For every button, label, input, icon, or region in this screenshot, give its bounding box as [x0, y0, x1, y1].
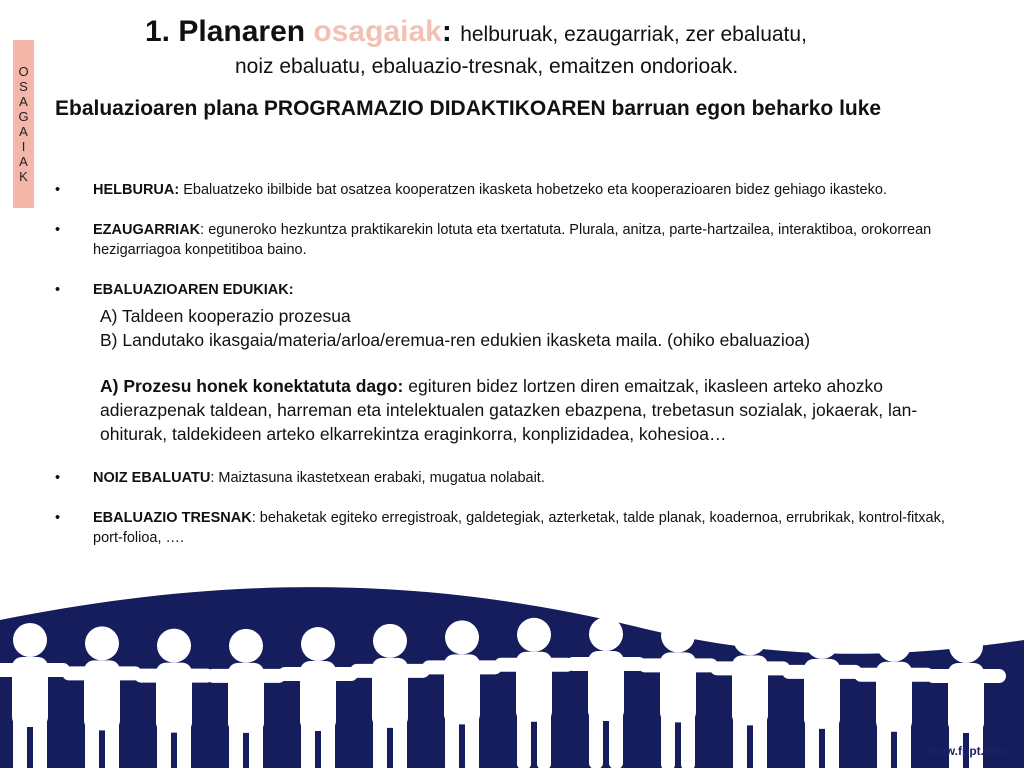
title-number: 1. Planaren: [145, 15, 306, 48]
bullet-ezaugarriak: [55, 220, 975, 260]
bullet-edukiak: [55, 280, 975, 300]
para-label: A) Prozesu honek konektatuta dago:: [100, 376, 404, 396]
bullet-tresnak: [55, 508, 975, 548]
side-tab-letter: A: [19, 154, 28, 169]
title-accent: osagaiak: [313, 15, 442, 48]
side-tab-osagaiak: [13, 40, 34, 208]
bullet-noiz: [55, 468, 975, 488]
sub-item-a: A) Taldeen kooperazio prozesua: [100, 306, 351, 326]
side-tab-letter: A: [19, 94, 28, 109]
process-paragraph: [55, 374, 975, 446]
slide-content: [55, 180, 975, 568]
side-tab-letter: I: [21, 139, 26, 154]
bullet-label: NOIZ EBALUATU: [93, 470, 211, 486]
title-colon: :: [441, 15, 452, 48]
bullet-label: EZAUGARRIAK: [93, 222, 201, 238]
side-tab-letter: K: [19, 169, 28, 184]
bullet-label: HELBURUA:: [93, 182, 180, 198]
para-text: egituren bidez lortzen diren emaitzak, ikasleen arteko ahozko adierazpenak taldean, harreman eta intelektualen gatazken ebazpena, trebetasun sozialak, jokaerak, lan-ohiturak, taldekideen arteko elkarrekintza eraginkorra, konplizidadea, kohesioa…: [100, 376, 918, 444]
bullet-text: : Maiztasuna ikastetxean erabaki, mugatua nolabait.: [210, 470, 545, 486]
paper-chain-people-banner: [0, 560, 1024, 768]
title-line2: noiz ebaluatu, ebaluazio-tresnak, emaitzen ondorioak.: [235, 55, 739, 78]
side-tab-letter: S: [19, 79, 28, 94]
sub-item-b: B) Landutako ikasgaia/materia/arloa/eremua-ren edukien ikasketa maila. (ohiko ebaluazioa): [100, 330, 811, 350]
slide-title: [145, 14, 1005, 81]
bullet-text: : eguneroko hezkuntza praktikarekin lotuta eta txertatuta. Plurala, anitza, parte-hartzailea, interaktiboa, orokorrean hezigarriagoa konpetitiboa baino.: [93, 222, 932, 258]
bullet-text: : behaketak egiteko erregistroak, galdetegiak, azterketak, talde planak, koadernoa, errubrikak, kontrol-fitxak, port-folioa, ….: [93, 510, 945, 546]
side-tab-letter: G: [18, 109, 29, 124]
title-rest: helburuak, ezaugarriak, zer ebaluatu,: [460, 23, 807, 46]
footer-site-label: www.fppt.info: [927, 744, 1006, 758]
bullet-helburua: [55, 180, 975, 200]
bullet-text: Ebaluatzeko ibilbide bat osatzea kooperatzen ikasketa hobetzeko eta kooperazioaren bidez gehiago ikasteko.: [179, 182, 887, 198]
bullet-label: EBALUAZIOAREN EDUKIAK:: [93, 282, 294, 298]
side-tab-letter: A: [19, 124, 28, 139]
side-tab-letter: O: [18, 64, 29, 79]
slide-subtitle: Ebaluazioaren plana PROGRAMAZIO DIDAKTIKOAREN barruan egon beharko luke: [55, 97, 882, 120]
bullet-label: EBALUAZIO TRESNAK: [93, 510, 252, 526]
